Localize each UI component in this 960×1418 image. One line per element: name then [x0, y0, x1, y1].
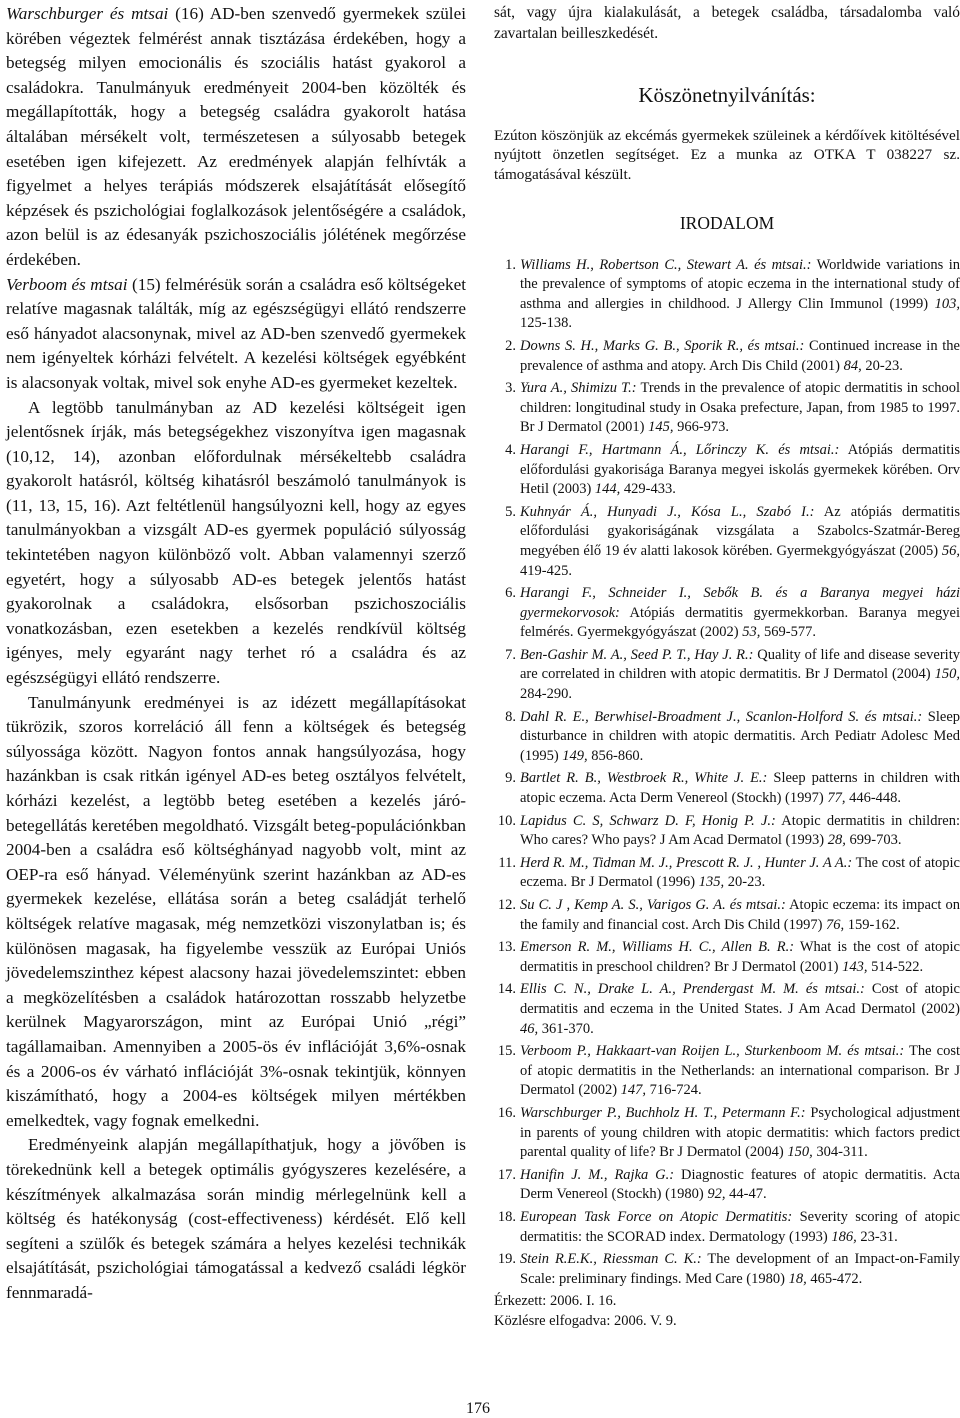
reference-item: 10. Lapidus C. S, Schwarz D. F, Honig P. J.: Atopic dermatitis in children: Who cares? Who pays? J Am Acad Dermatol (1993) 28, 699-703. — [494, 812, 960, 851]
reference-volume: 135, — [698, 874, 725, 891]
received-date: Érkezett: 2006. I. 16. — [494, 1293, 617, 1310]
reference-volume: 145, — [648, 419, 674, 436]
reference-item: 3. Yura A., Shimizu T.: Trends in the prevalence of atopic dermatitis in school children: longitudinal study in Osaka prefecture, Japan, from 1985 to 1997. Br J Dermatol (2001) 145, 966-973. — [494, 379, 960, 438]
body-paragraph: A legtöbb tanulmányban az AD kezelési költségeit igen jelentősnek írják, más betegségekhez viszonyítva igen magasnak (10,12, 14), azonban előfordulnak mérsékeltebb családra gyakorolt hatásról, költség kihatásról beszámoló tanulmányok is (11, 13, 15, 16). Azt feltétlenül hangsúlyozni kell, hogy az egyes tanulmányokban a vizsgált AD-es gyermek populáció súlyosság tekintetében nagyon különböző volt. Abban valamennyi szerző egyetért, hogy a súlyosabb AD-es betegek jelentős hatást gyakorolnak a családokra, elsősorban pszichoszociális vonatkozásban, ezen esetekben a kezelés rendkívül költség igényes, mely egyaránt nagy terhet ró a családra és az egészségügyi ellátó rendszerre. — [6, 397, 466, 688]
reference-item: 5. Kuhnyár Á., Hunyadi J., Kósa L., Szabó I.: Az atópiás dermatitis előfordulási gyakoriságának vizsgálata a Szabolcs-Szatmár-Bereg megyében élő 19 év alatti lakosok körében. Gyermekgyógyászat (2005) 56, 419-425. — [494, 503, 960, 581]
reference-authors: Emerson R. M., Williams H. C., Allen B. R.: — [520, 939, 795, 956]
reference-number: 8. — [505, 708, 516, 725]
reference-item: 16. Warschburger P., Buchholz H. T., Petermann F.: Psychological adjustment in parents of young children with atopic dermatitis: which factors predict parental quality of life? Br J Dermatol (2004) 150, 304-311. — [494, 1104, 960, 1163]
reference-item: 13. Emerson R. M., Williams H. C., Allen B. R.: What is the cost of atopic dermatitis in preschool children? Br J Dermatol (2001) 143, 514-522. — [494, 938, 960, 977]
reference-volume: 18, — [788, 1270, 807, 1287]
reference-item: 18. European Task Force on Atopic Dermatitis: Severity scoring of atopic dermatitis: the SCORAD index. Dermatology (1993) 186, 23-31. — [494, 1208, 960, 1247]
reference-volume: 143, — [842, 958, 868, 975]
reference-item: 7. Ben-Gashir M. A., Seed P. T., Hay J. R.: Quality of life and disease severity are correlated in children with atopic dermatitis. Br J Dermatol (2004) 150, 284-290. — [494, 646, 960, 705]
reference-number: 7. — [505, 646, 516, 663]
reference-volume: 103, — [934, 295, 960, 312]
reference-number: 3. — [505, 380, 516, 397]
reference-item: 14. Ellis C. N., Drake L. A., Prendergast M. M. és mtsai.: Cost of atopic dermatitis and eczema in the United States. J Am Acad Dermatol (2002) 46, 361-370. — [494, 980, 960, 1039]
reference-volume: 150, — [787, 1144, 813, 1161]
reference-number: 18. — [497, 1208, 516, 1225]
page-number: 176 — [466, 1400, 490, 1417]
reference-volume: 76, — [826, 916, 845, 933]
reference-authors: Su C. J , Kemp A. S., Varigos G. A. és mtsai.: — [520, 897, 786, 913]
reference-item: 9. Bartlet R. B., Westbroek R., White J. E.: Sleep patterns in children with atopic eczema. Acta Derm Venereol (Stockh) (1997) 77, 446-448. — [494, 769, 960, 808]
reference-number: 2. — [505, 337, 516, 354]
continued-paragraph: sát, vagy újra kialakulását, a betegek családba, társadalomba való zavartalan beilleszkedését. — [494, 4, 960, 43]
reference-volume: 144, — [594, 481, 621, 498]
acknowledgement-text: Ezúton köszönjük az ekcémás gyermekek szüleinek a kérdőívek kitöltésével nyújtott önzetlen segítséget. Ez a munka az OTKA T 038227 sz. támogatásával készült. — [494, 126, 960, 183]
reference-item: 15. Verboom P., Hakkaart-van Roijen L., Sturkenboom M. és mtsai.: The cost of atopic dermatitis in the Netherlands: an international comparison. Br J Dermatol (2002) 147, 716-724. — [494, 1042, 960, 1101]
reference-volume: 186, — [831, 1228, 857, 1245]
reference-authors: Yura A., Shimizu T.: — [520, 380, 637, 397]
reference-number: 13. — [497, 939, 516, 956]
reference-volume: 147, — [620, 1082, 647, 1099]
reference-item: 6. Harangi F., Schneider I., Sebők B. és a Baranya megyei házi gyermekorvosok: Atópiás dermatitis gyermekkorban. Baranya megyei felmérés. Gyermekgyógyászat (2002) 53, 569-577. — [494, 584, 960, 643]
right-column — [494, 2, 960, 1331]
body-paragraph: Eredményeink alapján megállapíthatjuk, hogy a jövőben is törekednünk kell a betegek optimális gyógyszeres kezelésére, a készítmények alkalmazása során mindig mérlegelnünk kell a költség és hatékonyság (cost-effectiveness) kérdését. Elő kell segíteni a szülők és betegek számára a helyes kezelési technikák elsajátítását, pszichológiai támogatással a kedvező családi légkör fennmaradá- — [6, 1135, 466, 1302]
accepted-date: Közlésre elfogadva: 2006. V. 9. — [494, 1312, 677, 1329]
reference-volume: 92, — [707, 1186, 726, 1203]
reference-authors: Verboom P., Hakkaart-van Roijen L., Sturkenboom M. és mtsai.: — [520, 1043, 905, 1060]
reference-volume: 77, — [827, 790, 846, 807]
reference-item: 11. Herd R. M., Tidman M. J., Prescott R. J. , Hunter J. A A.: The cost of atopic eczema. Br J Dermatol (1996) 135, 20-23. — [494, 854, 960, 893]
reference-volume: 84, — [843, 357, 862, 374]
reference-authors: Ellis C. N., Drake L. A., Prendergast M. M. és mtsai.: — [520, 981, 865, 998]
reference-item: 4. Harangi F., Hartmann Á., Lőrinczy K. és mtsai.: Atópiás dermatitis előfordulási gyakorisága Baranya megyei iskolás gyermekek körében. Orv Hetil (2003) 144, 429-433. — [494, 441, 960, 500]
reference-number: 11. — [498, 854, 516, 871]
reference-number: 19. — [497, 1251, 516, 1268]
reference-number: 16. — [497, 1104, 516, 1121]
reference-volume: 150, — [934, 666, 960, 683]
reference-authors: Harangi F., Schneider I., Sebők B. és a Baranya megyei házi gyermekorvosok: — [520, 585, 960, 621]
reference-authors: Ben-Gashir M. A., Seed P. T., Hay J. R.: — [520, 646, 754, 663]
reference-item: 17. Hanifin J. M., Rajka G.: Diagnostic features of atopic dermatitis. Acta Derm Venereol (Stockh) (1980) 92, 44-47. — [494, 1166, 960, 1205]
reference-item: 19. Stein R.E.K., Riessman C. K.: The development of an Impact-on-Family Scale: preliminary findings. Med Care (1980) 18, 465-472. — [494, 1250, 960, 1289]
reference-list — [494, 256, 960, 1290]
acknowledgement-heading: Köszönetnyilvánítás: — [638, 82, 816, 107]
reference-number: 10. — [497, 812, 516, 829]
reference-item: 8. Dahl R. E., Berwhisel-Broadment J., Scanlon-Holford S. és mtsai.: Sleep disturbance in children with atopic dermatitis. Arch Pediatr Adolesc Med (1995) 149, 856-860. — [494, 708, 960, 767]
reference-authors: Dahl R. E., Berwhisel-Broadment J., Scanlon-Holford S. és mtsai.: — [520, 708, 923, 725]
reference-item: 12. Su C. J , Kemp A. S., Varigos G. A. és mtsai.: Atopic eczema: its impact on the family and financial cost. Arch Dis Child (1997) 76, 159-162. — [494, 896, 960, 935]
body-paragraph: Warschburger és mtsai (16) AD-ben szenvedő gyermekek szülei körében végeztek felmérést annak tisztázása érdekében, hogy a betegség milyen emocionális és szociális hatást gyakorol a családokra. Tanulmányuk eredményeit 2004-ben közölték és megállapították, hogy a betegség családra gyakorolt hatása általában mérsékelt volt, természetesen a súlyosabb betegek esetében igen kifejezett. Az eredmények alapján felhívták a figyelmet a helyes terápiás módszerek elsajátítását elősegítő képzések és pszichológiai foglalkozások jelentőségére a családok, azon belül is az édesanyák pszichoszociális jólétének megőrzése érdekében. — [6, 4, 466, 269]
reference-number: 5. — [505, 503, 516, 520]
reference-number: 4. — [505, 441, 516, 458]
reference-number: 1. — [505, 256, 516, 273]
reference-number: 6. — [505, 585, 516, 602]
reference-volume: 46, — [520, 1020, 539, 1037]
reference-volume: 149, — [562, 747, 588, 764]
reference-number: 14. — [497, 981, 516, 998]
left-column — [6, 2, 466, 1305]
reference-number: 9. — [505, 770, 516, 787]
reference-number: 15. — [497, 1043, 516, 1060]
body-paragraph: Verboom és mtsai (15) felmérésük során a családra eső költségeket relatíve magasnak találták, míg az egészségügyi ellátó rendszerre eső hányadot alacsonynak, mivel az AD-ben szenvedő gyermekek nem igényeltek kórházi felvételt. A kezelési költségek egyébként is alacsonyak voltak, mivel sok enyhe AD-es gyermeket kezeltek. — [6, 274, 467, 392]
reference-authors: Harangi F., Hartmann Á., Lőrinczy K. és mtsai.: — [520, 441, 840, 458]
reference-authors: Downs S. H., Marks G. B., Sporik R., és mtsai.: — [520, 337, 805, 354]
reference-authors: Herd R. M., Tidman M. J., Prescott R. J. , Hunter J. A A.: — [520, 854, 853, 871]
reference-volume: 28, — [827, 832, 846, 849]
reference-authors: Stein R.E.K., Riessman C. K.: — [520, 1251, 702, 1268]
reference-number: 12. — [497, 897, 516, 913]
reference-authors: Williams H., Robertson C., Stewart A. és mtsai.: — [520, 256, 812, 273]
body-paragraph: Tanulmányunk eredményei is az idézett megállapításokat tükrözik, szoros korreláció áll fenn a költségek és betegség súlyossága között. Nagyon fontos annak hangsúlyozása, hogy hazánkban is csak ritkán igényel AD-es beteg osztályos felvételt, kórházi kezelést, a legtöbb beteg esetében a kezelés járó-betegellátás keretében megoldható. Vizsgált beteg-populációnkban 2004-ben a családra eső költséghányad nagyobb volt, mint az OEP-ra eső hányad. Véleményünk szerint hazánkban az AD-es gyermekek kezelése, ellátása során a beteg családját terhelő költségek relatíve magasak, még nemzetközi viszonylatban is; és különösen magasak, ha figyelembe vesszük az Európai Uniós jövedelemszinthez képest alacsony hazai jövedelemszintet: ebben a megközelítésben a családok határozottan rosszabb helyzetbe kerülnek Magyarországon, mint az Európai Unió „régi” tagállamaiban. Amennyiben a 2005-ös év inflációját 3,6%-osnak és a 2006-os év várható inflációját 3%-osnak tekintjük, könnyen kiszámítható, hogy a 2004-es költségek milyen mértékben emelkedtek, vagy fognak emelkedni. — [6, 692, 466, 1130]
reference-volume: 56, — [941, 542, 960, 559]
reference-item: 2. Downs S. H., Marks G. B., Sporik R., és mtsai.: Continued increase in the prevalence of asthma and atopy. Arch Dis Child (2001) 84, 20-23. — [494, 337, 960, 376]
reference-item: 1. Williams H., Robertson C., Stewart A. és mtsai.: Worldwide variations in the prevalence of symptoms of atopic eczema in the international study of asthma and allergies in childhood. J Allergy Clin Immunol (1999) 103, 125-138. — [494, 256, 960, 334]
reference-authors: Kuhnyár Á., Hunyadi J., Kósa L., Szabó I.: — [520, 503, 815, 520]
reference-authors: European Task Force on Atopic Dermatitis: — [520, 1208, 793, 1225]
reference-authors: Lapidus C. S, Schwarz D. F, Honig P. J.: — [520, 812, 776, 829]
reference-authors: Hanifin J. M., Rajka G.: — [520, 1166, 675, 1183]
references-heading: IRODALOM — [679, 212, 775, 233]
reference-number: 17. — [497, 1166, 516, 1183]
reference-authors: Bartlet R. B., Westbroek R., White J. E.: — [520, 770, 768, 787]
reference-volume: 53, — [742, 624, 761, 641]
reference-authors: Warschburger P., Buchholz H. T., Petermann F.: — [520, 1104, 806, 1121]
